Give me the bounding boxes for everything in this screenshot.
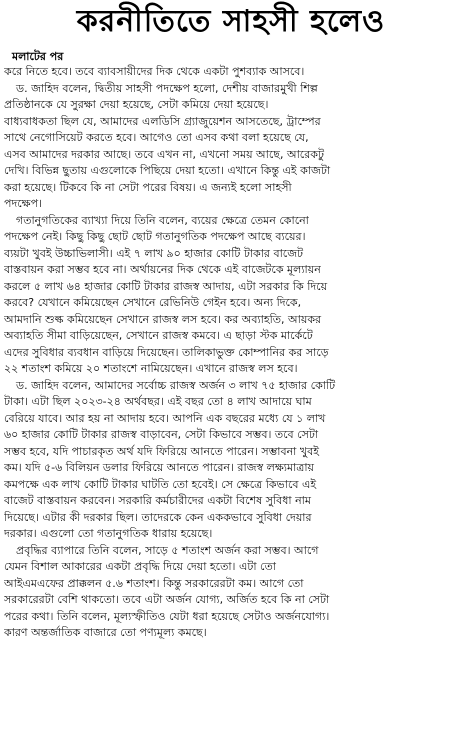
article-line: প্রবৃদ্ধির ব্যাপারে তিনি বলেন, সাড়ে ৫ শতাংশ অর্জন করা সম্ভব। আগে bbox=[16, 543, 319, 557]
article-line: ২২ শতাংশ কমিয়ে ২০ শতাংশে নামিয়েছেন। এখানে রাজস্ব লস হবে। bbox=[4, 362, 298, 375]
article-line: ড. জাহিদ বলেন, আমাদের সর্বোচ্চ রাজস্ব অর্জন ৩ লাখ ৭৫ হাজার কোটি bbox=[16, 378, 336, 392]
article-line: টাকা। এটা ছিল ২০২৩-২৪ অর্থবছর। এই বছর তো ৪ লাখ আদায়ে ঘাম bbox=[4, 395, 312, 408]
article-line: বাস্তবায়ন করা সম্ভব হবে না। অর্থায়নের দিক থেকে এই বাজেটকে মূল্যায়ন bbox=[4, 263, 321, 276]
article-line: বাজেট বাস্তবায়ন করবেন। সরকারি কর্মচারীদের একটা বিশেষ সুবিধা নাম bbox=[4, 494, 311, 507]
article-line: ড. জাহিদ বলেন, দ্বিতীয় সাহসী পদক্ষেপ হলো, দেশীয় বাজারমুখী শিল্প bbox=[16, 81, 318, 95]
article-line: বাধ্যবাধকতা ছিল যে, আমাদের এলডিসি গ্র্যাজুয়েশন আসতেছে, ট্রাম্পের bbox=[4, 114, 321, 128]
article-line: সরকারেরটা বেশি থাকতো। তবে এটা অর্জন যোগ্য, অর্জিত হবে কি না সেটা bbox=[4, 593, 330, 606]
article-line: কম। যদি ৫-৬ বিলিয়ন ডলার ফিরিয়ে আনতে পারেন। রাজস্ব লক্ষ্যমাত্রায় bbox=[4, 461, 315, 474]
article-line: আমদানি শুল্ক কমিয়েছেন সেখানে রাজস্ব লস হবে। কর অব্যাহতি, আয়কর bbox=[4, 312, 322, 326]
article-line: পরের কথা। তিনি বলেন, মূল্যস্ফীতিও যেটা ধরা হয়েছে সেটাও অর্জনযোগ্য। bbox=[4, 609, 330, 623]
article-line: এসব আমাদের দরকার আছে। তবে এখন না, এখনো সময় আছে, আরেকটু bbox=[4, 147, 324, 161]
article-line: গতানুগতিকের ব্যাখ্যা দিয়ে তিনি বলেন, ব্যয়ের ক্ষেত্রে তেমন কোনো bbox=[16, 213, 309, 227]
article-body bbox=[4, 64, 456, 642]
article-line: বেরিয়ে যাবে। আর হয় না আদায় হবে। আপনি এক বছরের মধ্যে যে ১ লাখ bbox=[4, 411, 326, 425]
article-line: সাথে নেগোসিয়েট করতে হবে। আগেও তো এসব কথা বলা হয়েছে যে, bbox=[4, 131, 309, 144]
article-line: করলে ৫ লাখ ৬৪ হাজার কোটি টাকার রাজস্ব আদায়, এটা সরকার কি দিয়ে bbox=[4, 279, 328, 293]
article-line: যেমন বিশাল আকারের একটা প্রবৃদ্ধি দিয়ে দেয়া হতো। এটা তো bbox=[4, 560, 276, 573]
article-line: ব্যয়টা খুবই উচ্চাভিলাসী। এই ৭ লাখ ৯০ হাজার কোটি টাকার বাজেট bbox=[4, 246, 304, 260]
article-line: প্রতিষ্ঠানকে যে সুরক্ষা দেয়া হয়েছে, সেটা কমিয়ে দেয়া হয়েছে। bbox=[4, 98, 269, 111]
article-line: অব্যাহতি সীমা বাড়িয়েছেন, সেখানে রাজস্ব কমবে। এ ছাড়া স্টক মার্কেটে bbox=[4, 329, 313, 342]
continued-from-label: মলাটের পর bbox=[12, 50, 64, 63]
article-line: করে নিতে হবে। তবে ব্যাবসায়ীদের দিক থেকে একটা পুশব্যাক আসবে। bbox=[4, 65, 305, 78]
headline: করনীতিতে সাহসী হলেও bbox=[76, 4, 386, 39]
article-line: করা হয়েছে। টিকবে কি না সেটা পরের বিষয়। এ জন্যই হলো সাহসী bbox=[4, 180, 292, 194]
article-line: করবে? যেখানে কমিয়েছেন সেখানে রেভিনিউ গেইন হবে। অন্য দিকে, bbox=[4, 296, 302, 309]
article-line: কারণ অন্তর্জাতিক বাজারে তো পণ্যমূল্য কমছে। bbox=[4, 626, 207, 639]
article-line: সম্ভব হবে, যদি পাচারকৃত অর্থ যদি ফিরিয়ে আনতে পারেন। সম্ভাবনা খুবই bbox=[4, 444, 319, 458]
article-line: এদের সুবিধার ব্যবধান বাড়িয়ে দিয়েছেন। তালিকাভুক্ত কোম্পানির কর সাড়ে bbox=[4, 345, 329, 359]
article-line: দিয়েছে। এটার কী দরকার ছিল। তাদেরকে কেন এককভাবে সুবিধা দেয়ার bbox=[4, 510, 312, 524]
article-line: দেখি। বিভিন্ন ছুতায় এগুলোকে পিছিয়ে দেয়া হতো। এখানে কিন্তু এই কাজটা bbox=[4, 164, 331, 177]
article-line: দরকার। এগুলো তো গতানুগতিক ধারায় হয়েছে। bbox=[4, 527, 213, 540]
article-line: পদক্ষেপ নেই। কিছু কিছু ছোট ছোট গতানুগতিক পদক্ষেপ আছে ব্যয়ের। bbox=[4, 230, 306, 243]
article-line: কমপক্ষে এক লাখ কোটি টাকার ঘাটতি তো হবেই। সে ক্ষেত্রে কিভাবে এই bbox=[4, 477, 317, 491]
article-line: পদক্ষেপ। bbox=[4, 197, 42, 210]
article-line: আইএমএফের প্রাক্কলন ৫.৬ শতাংশ। কিন্তু সরকারেরটা কম। আগে তো bbox=[4, 576, 304, 590]
article-line: ৬০ হাজার কোটি টাকার রাজস্ব বাড়াবেন, সেটা কিভাবে সম্ভব। তবে সেটা bbox=[4, 428, 319, 441]
